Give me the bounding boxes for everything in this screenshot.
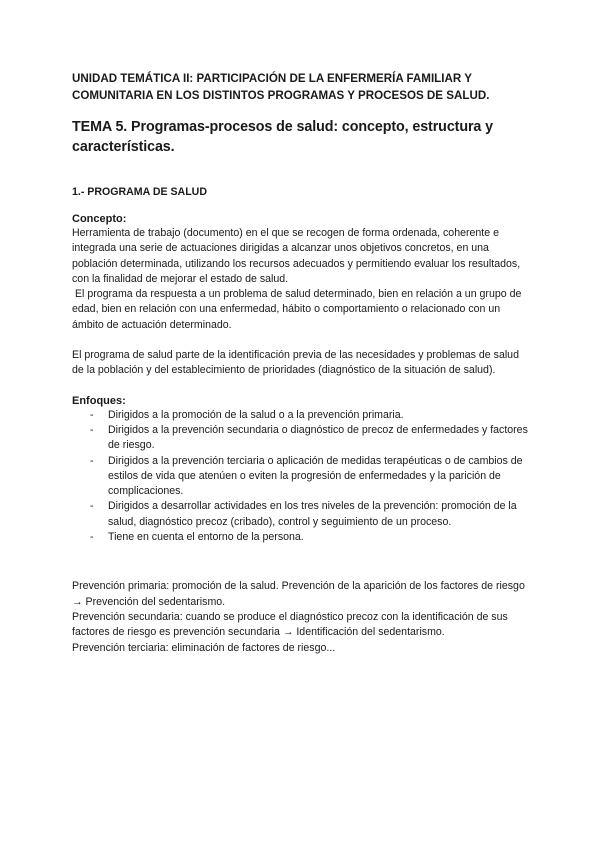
concepto-paragraph-3: El programa de salud parte de la identificación previa de las necesidades y problemas de salud de la población y del establecimiento de prioridades (diagnóstico de la situación de salud). [72,349,519,377]
bullet-dash: - [90,500,94,513]
concepto-paragraph-1: Herramienta de trabajo (documento) en el que se recogen de forma ordenada, coherente e integrada una serie de actuaciones dirigidas a alcanzar unos objetivos concretos, en una población determinada, utilizando los recursos adecuados y permitiendo evaluar los resultados, con la finalidad de mejorar el estado de salud. [72,227,521,285]
bullet-dash: - [90,454,94,467]
concepto-paragraph-2: El programa da respuesta a un problema de salud determinado, bien en relación a un grupo de edad, bien en relación con una enfermedad, hábito o comportamiento o relacionado con un ámbito de actuación determinado. [72,288,525,331]
note-terciaria: Prevención terciaria: eliminación de factores de riesgo... [72,641,336,654]
concepto-heading: Concepto: [72,213,127,225]
list-item-text: Dirigidos a la promoción de la salud o a la prevención primaria. [108,408,404,421]
enfoques-heading: Enfoques: [72,394,126,407]
list-item [72,530,532,545]
enfoques-list [72,408,532,546]
bullet-dash: - [90,423,94,436]
list-item-text: Dirigidos a la prevención secundaria o diagnóstico de precoz de enfermedades y factores de riesgo. [108,423,528,452]
list-item-text: Tiene en cuenta el entorno de la persona. [108,531,304,544]
unit-title: UNIDAD TEMÁTICA II: PARTICIPACIÓN DE LA ENFERMERÍA FAMILIAR Y COMUNITARIA EN LOS DISTINTOS PROGRAMAS Y PROCESOS DE SALUD. [72,72,490,102]
note-secundaria: Prevención secundaria: cuando se produce el diagnóstico precoz con la identificación de sus factores de riesgo es prevención secundaria → Identificación del sedentarismo. [72,610,508,639]
list-item [72,423,532,454]
section-heading: 1.- PROGRAMA DE SALUD [72,186,207,198]
spacer [72,333,532,348]
list-item-text: Dirigidos a desarrollar actividades en los tres niveles de la prevención: promoción de la salud, diagnóstico precoz (cribado), control y seguimiento de un proceso. [108,500,517,528]
list-item [72,499,532,530]
document-page [72,70,532,656]
prevention-notes [72,579,532,655]
bullet-dash: - [90,408,94,421]
list-item [72,454,532,500]
list-item [72,408,532,423]
bullet-dash: - [90,531,94,544]
note-primaria: Prevención primaria: promoción de la salud. Prevención de la aparición de los factores de riesgo → Prevención del sedentarismo. [72,580,525,608]
list-item-text: Dirigidos a la prevención terciaria o aplicación de medidas terapéuticas o de cambios de estilos de vida que atenúen o eviten la progresión de enfermedades y la parición de complicaciones. [108,454,523,498]
tema-title: TEMA 5. Programas-procesos de salud: concepto, estructura y características. [72,119,494,155]
